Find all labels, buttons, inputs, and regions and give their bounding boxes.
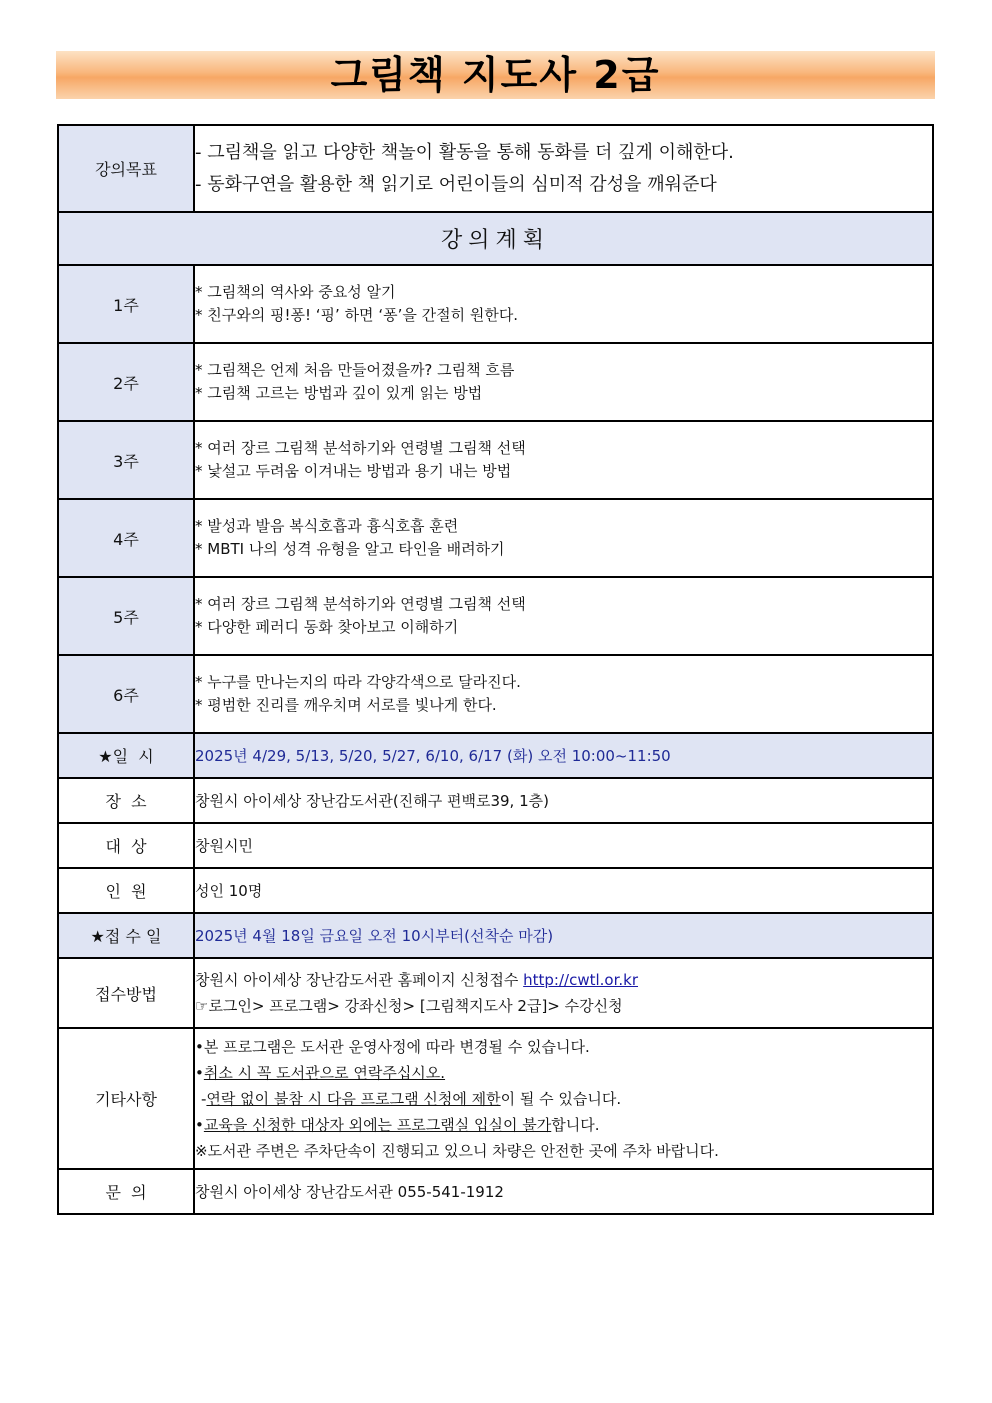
reception-method-label: 접수방법	[58, 958, 194, 1028]
contact-value: 창원시 아이세상 장난감도서관 055-541-1912	[194, 1169, 933, 1214]
notes-line-5: ※도서관 주변은 주차단속이 진행되고 있으니 차량은 안전한 곳에 주차 바랍니다.	[195, 1141, 719, 1160]
week-row-4	[58, 499, 933, 577]
notes-bullet-2: •	[195, 1063, 204, 1082]
reception-method-line-1	[195, 967, 932, 993]
capacity-row	[58, 868, 933, 913]
week-content-6	[194, 655, 933, 733]
goal-row	[58, 125, 933, 212]
notes-line-3	[195, 1086, 932, 1112]
reception-date-value: 2025년 4월 18일 금요일 오전 10시부터(선착순 마감)	[194, 913, 933, 958]
schedule-row	[58, 733, 933, 778]
week-row-2	[58, 343, 933, 421]
contact-label: 문 의	[58, 1169, 194, 1214]
reception-method-content	[194, 958, 933, 1028]
reception-method-line-2: ☞로그인> 프로그램> 강좌신청> [그림책지도사 2급]> 수강신청	[195, 997, 623, 1015]
week-5-item-1: * 여러 장르 그림책 분석하기와 연령별 그림책 선택	[195, 595, 526, 613]
schedule-label: ★일 시	[58, 733, 194, 778]
week-2-item-1: * 그림책은 언제 처음 만들어졌을까? 그림책 흐름	[195, 361, 515, 379]
week-1-item-2: * 친구와의 핑!퐁! ‘핑’ 하면 ‘퐁’을 간절히 원한다.	[195, 306, 519, 324]
reception-date-label: ★접 수 일	[58, 913, 194, 958]
title-banner	[56, 51, 935, 99]
week-label-4: 4주	[58, 499, 194, 577]
notes-label: 기타사항	[58, 1028, 194, 1169]
page-title: 그림책 지도사 2급	[330, 53, 661, 97]
goal-line-1: - 그림책을 읽고 다양한 책놀이 활동을 통해 동화를 더 깊게 이해한다.	[195, 141, 734, 163]
notes-row	[58, 1028, 933, 1169]
capacity-label: 인 원	[58, 868, 194, 913]
week-3-item-1: * 여러 장르 그림책 분석하기와 연령별 그림책 선택	[195, 439, 526, 457]
contact-row	[58, 1169, 933, 1214]
week-label-1: 1주	[58, 265, 194, 343]
course-info-table	[57, 124, 934, 1215]
notes-cancel-text: 취소 시 꼭 도서관으로 연락주십시오.	[203, 1063, 446, 1082]
week-1-item-1: * 그림책의 역사와 중요성 알기	[195, 283, 396, 301]
week-3-item-2: * 낯설고 두려움 이겨내는 방법과 용기 내는 방법	[195, 462, 512, 480]
capacity-value: 성인 10명	[194, 868, 933, 913]
week-row-5	[58, 577, 933, 655]
week-label-2: 2주	[58, 343, 194, 421]
week-5-item-2: * 다양한 페러디 동화 찾아보고 이해하기	[195, 618, 459, 636]
target-row	[58, 823, 933, 868]
week-row-3	[58, 421, 933, 499]
week-4-item-1: * 발성과 발음 복식호흡과 흉식호흡 훈련	[195, 517, 459, 535]
plan-header-row	[58, 212, 933, 265]
week-row-6	[58, 655, 933, 733]
goal-line-2: - 동화구연을 활용한 책 읽기로 어린이들의 심미적 감성을 깨워준다	[195, 173, 717, 195]
week-4-item-2: * MBTI 나의 성격 유형을 알고 타인을 배려하기	[195, 540, 505, 558]
reception-method-row	[58, 958, 933, 1028]
place-row	[58, 778, 933, 823]
notes-entry-rest: 합니다.	[551, 1115, 600, 1134]
notes-bullet-4: •	[195, 1115, 204, 1134]
notes-line-4	[195, 1112, 932, 1138]
notes-line-2	[195, 1060, 932, 1086]
week-label-6: 6주	[58, 655, 194, 733]
week-label-5: 5주	[58, 577, 194, 655]
target-value: 창원시민	[194, 823, 933, 868]
reception-method-text: 창원시 아이세상 장난감도서관 홈페이지 신청접수	[195, 971, 524, 989]
week-content-4	[194, 499, 933, 577]
goal-label: 강의목표	[58, 125, 194, 212]
place-value: 창원시 아이세상 장난감도서관(진해구 편백로39, 1층)	[194, 778, 933, 823]
week-content-2	[194, 343, 933, 421]
notes-dash-3: -	[201, 1089, 207, 1108]
week-content-1	[194, 265, 933, 343]
plan-header: 강의계획	[58, 212, 933, 265]
notes-restriction-rest: 이 될 수 있습니다.	[500, 1089, 622, 1108]
week-6-item-1: * 누구를 만나는지의 따라 각양각색으로 달라진다.	[195, 673, 521, 691]
reception-date-row	[58, 913, 933, 958]
place-label: 장 소	[58, 778, 194, 823]
notes-line-1: •본 프로그램은 도서관 운영사정에 따라 변경될 수 있습니다.	[195, 1037, 590, 1056]
week-6-item-2: * 평범한 진리를 깨우치며 서로를 빛나게 한다.	[195, 696, 497, 714]
notes-content	[194, 1028, 933, 1169]
week-content-3	[194, 421, 933, 499]
goal-content	[194, 125, 933, 212]
target-label: 대 상	[58, 823, 194, 868]
notes-entry-text: 교육을 신청한 대상자 외에는 프로그램실 입실이 불가	[203, 1115, 552, 1134]
schedule-value: 2025년 4/29, 5/13, 5/20, 5/27, 6/10, 6/17 (화) 오전 10:00~11:50	[194, 733, 933, 778]
week-content-5	[194, 577, 933, 655]
week-label-3: 3주	[58, 421, 194, 499]
week-row-1	[58, 265, 933, 343]
homepage-link[interactable]: http://cwtl.or.kr	[523, 971, 639, 989]
week-2-item-2: * 그림책 고르는 방법과 깊이 있게 읽는 방법	[195, 384, 483, 402]
notes-restriction-text: 연락 없이 불참 시 다음 프로그램 신청에 제한	[206, 1089, 501, 1108]
